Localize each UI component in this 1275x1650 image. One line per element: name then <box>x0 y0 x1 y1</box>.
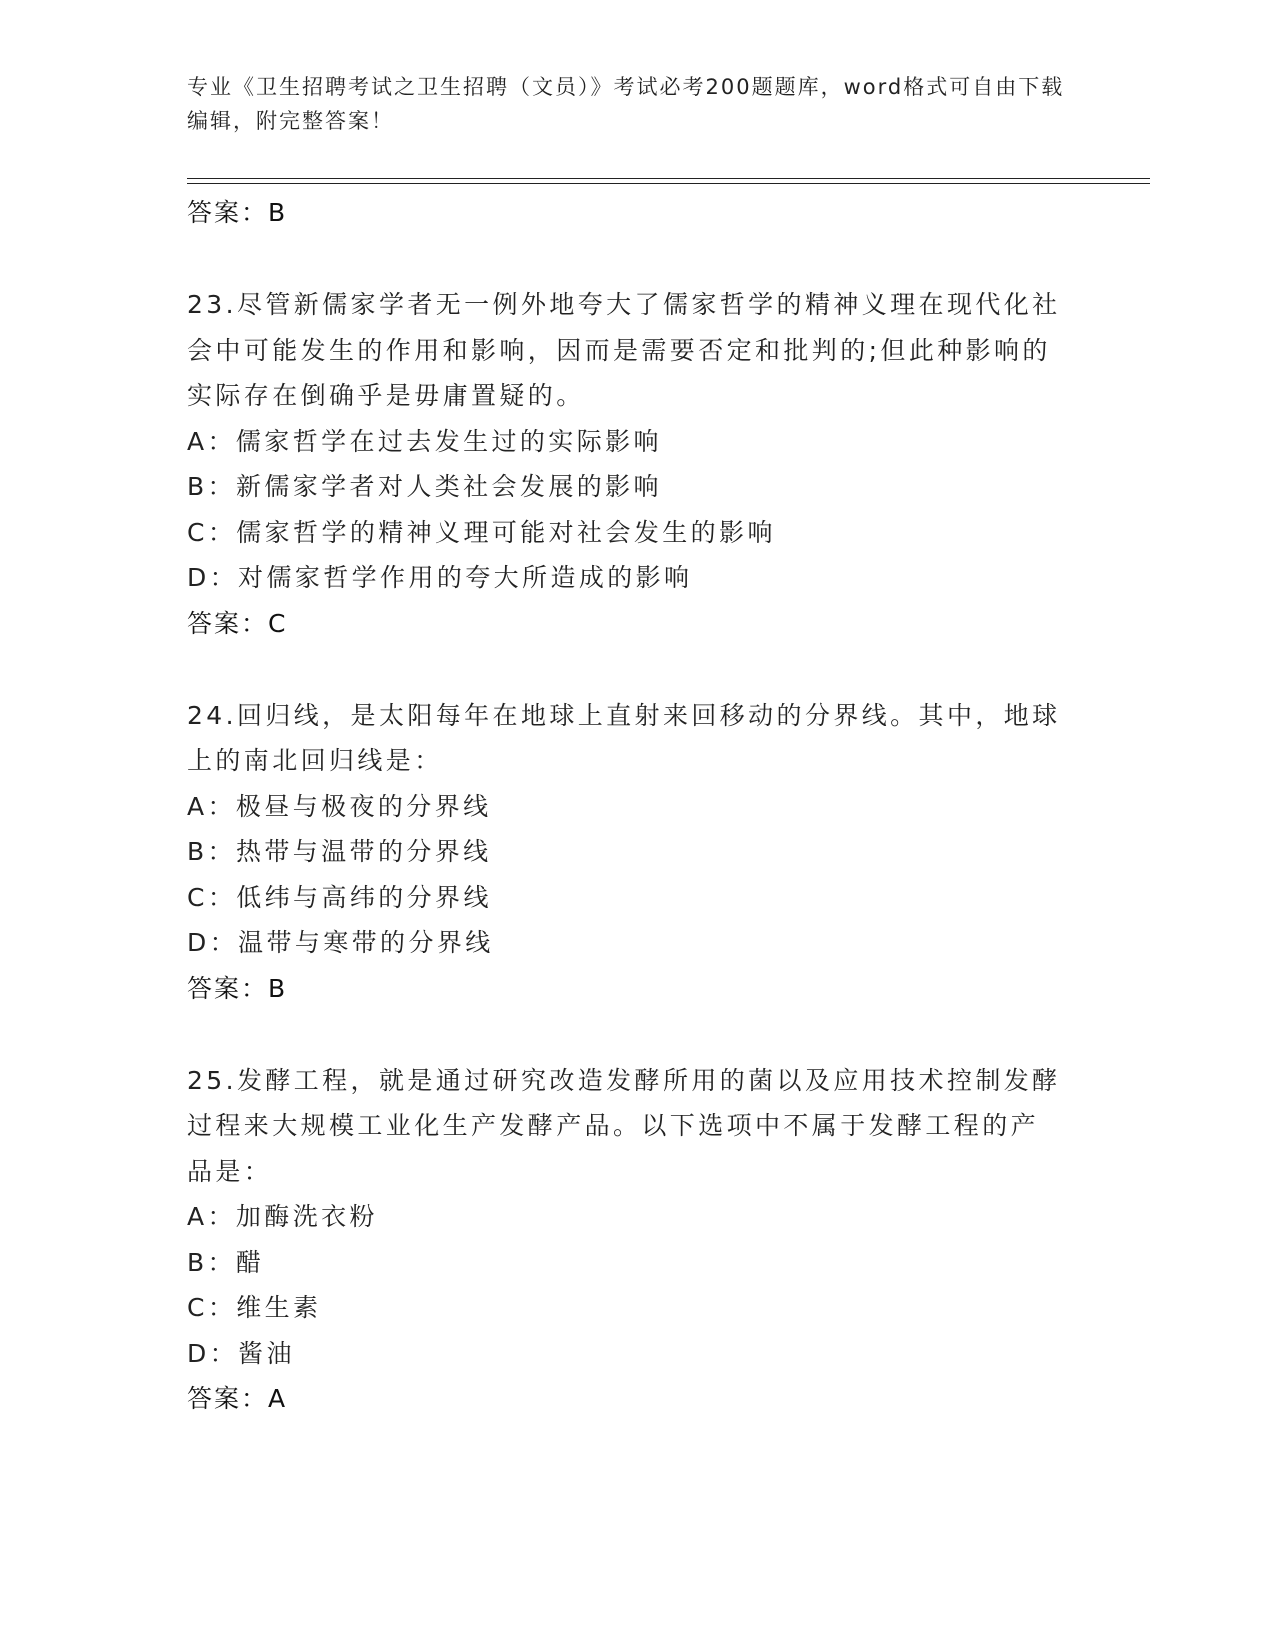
spacer <box>187 1012 1067 1058</box>
option-c: C：儒家哲学的精神义理可能对社会发生的影响 <box>187 517 776 547</box>
answer-line: 答案：C <box>187 608 288 638</box>
header-rule-bottom <box>187 183 1150 184</box>
option-c: C：维生素 <box>187 1293 322 1322</box>
option-a: A：极昼与极夜的分界线 <box>187 791 492 821</box>
question-stem: 25.发酵工程，就是通过研究改造发酵所用的菌以及应用技术控制发酵过程来大规模工业化生产发酵产品。以下选项中不属于发酵工程的产品是： <box>187 1065 1061 1186</box>
answer-line: 答案：B <box>187 973 288 1003</box>
question-stem: 24.回归线，是太阳每年在地球上直射来回移动的分界线。其中，地球上的南北回归线是： <box>187 700 1061 775</box>
question-24 <box>187 693 1067 1012</box>
option-d: D：酱油 <box>187 1338 295 1368</box>
option-d: D：温带与寒带的分界线 <box>187 928 494 957</box>
option-a: A：加酶洗衣粉 <box>187 1202 378 1231</box>
question-stem: 23.尽管新儒家学者无一例外地夸大了儒家哲学的精神义理在现代化社会中可能发生的作用和影响，因而是需要否定和批判的;但此种影响的实际存在倒确乎是毋庸置疑的。 <box>187 290 1061 410</box>
option-a: A：儒家哲学在过去发生过的实际影响 <box>187 426 662 456</box>
option-d: D：对儒家哲学作用的夸大所造成的影响 <box>187 563 693 592</box>
question-list <box>187 190 1067 1422</box>
previous-answer: 答案：B <box>187 198 288 227</box>
header-rule-top <box>187 178 1150 179</box>
question-25 <box>187 1058 1067 1423</box>
spacer <box>187 236 1067 282</box>
option-b: B：新儒家学者对人类社会发展的影响 <box>187 472 662 501</box>
option-b: B：热带与温带的分界线 <box>187 837 492 866</box>
answer-line: 答案：A <box>187 1384 288 1413</box>
option-b: B：醋 <box>187 1247 265 1277</box>
option-c: C：低纬与高纬的分界线 <box>187 882 492 912</box>
spacer <box>187 647 1067 693</box>
question-23 <box>187 282 1067 647</box>
document-header: 专业《卫生招聘考试之卫生招聘（文员）》考试必考200题题库，word格式可自由下载编辑，附完整答案！ <box>187 75 1065 133</box>
